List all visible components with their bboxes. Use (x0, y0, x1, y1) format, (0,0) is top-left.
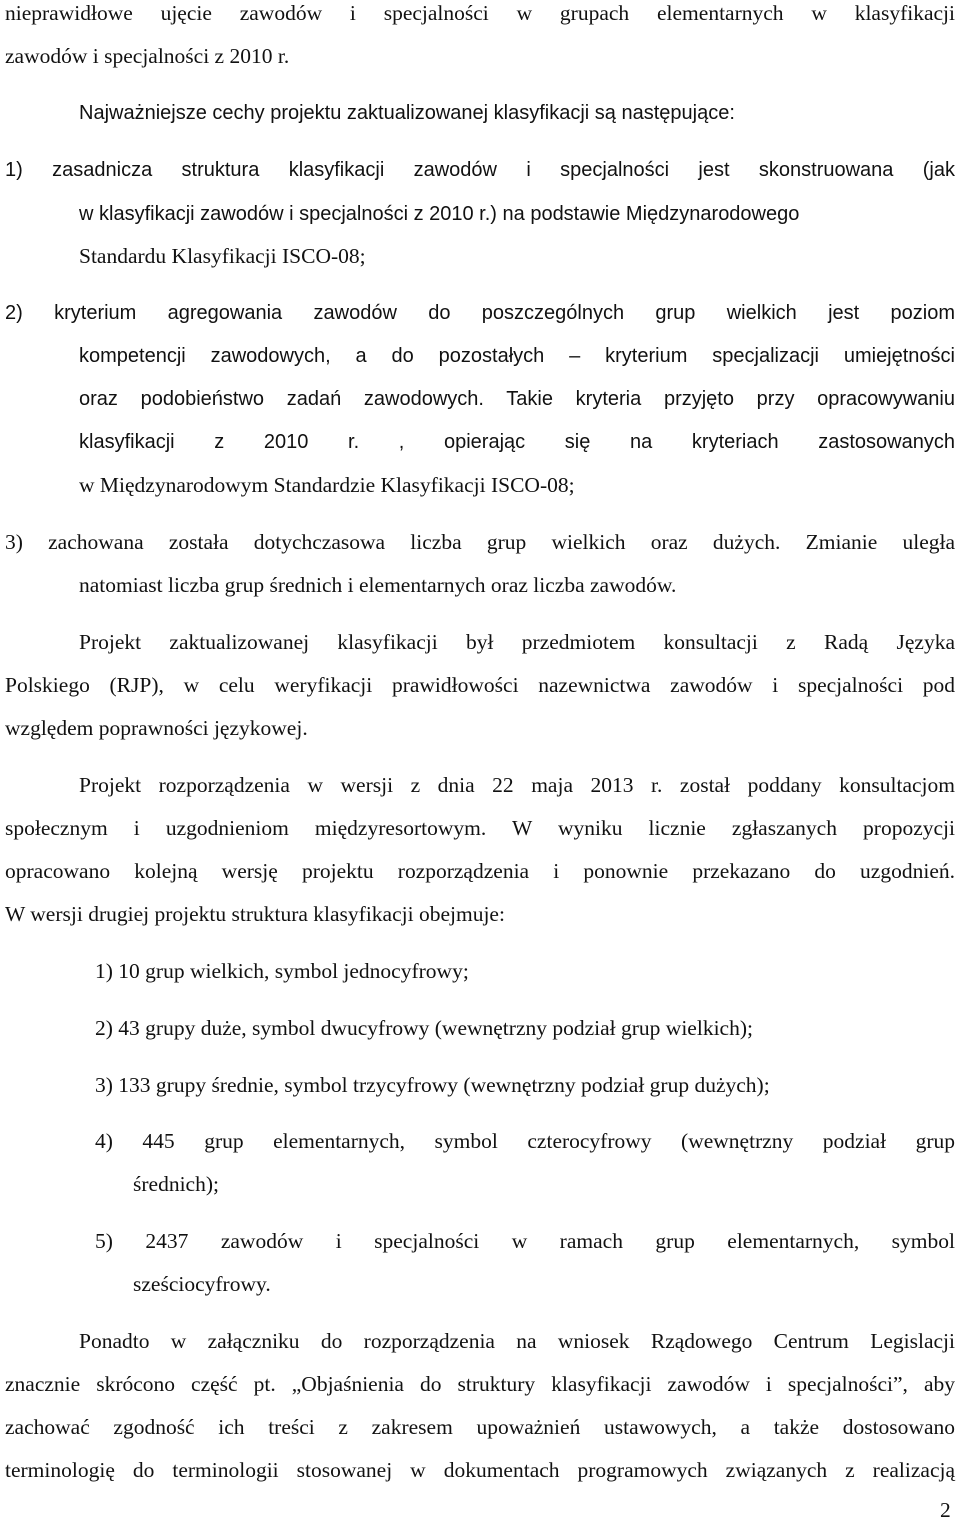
text-span: w klasyfikacji zawodów i specjalności z 2010 r. (79, 203, 491, 225)
text-span: oraz podobieństwo zadań zawodowych. (79, 388, 507, 410)
text-line: względem poprawności językowej. (5, 716, 308, 740)
text-line: Polskiego (RJP), w celu weryfikacji prawidłowości nazewnictwa zawodów i specjalności pod (5, 673, 955, 697)
text-span: Zmianie uległa (805, 530, 955, 554)
list-item: 1) 10 grup wielkich, symbol jednocyfrowy; (95, 959, 469, 983)
text-line: Projekt rozporządzenia w wersji z dnia 22 maja 2013 r. został poddany konsultacjom (79, 773, 955, 797)
text-span: ) na podstawie Międzynarodowego (490, 203, 800, 225)
page-number: 2 (940, 1498, 951, 1522)
list-item: 5) 2437 zawodów i specjalności w ramach grup elementarnych, symbol (95, 1229, 955, 1253)
text-line: terminologię do terminologii stosowanej w dokumentach programowych związanych z realizacją (5, 1458, 955, 1482)
text-line: Najważniejsze cechy projektu zaktualizowanej klasyfikacji są następujące: (79, 102, 735, 124)
text-line: znacznie skrócono część pt. „Objaśnienia do struktury klasyfikacji zawodów i specjalności”, aby (5, 1372, 955, 1396)
text-line (79, 389, 955, 409)
text-line: społecznym i uzgodnieniom międzyresortowym. W wyniku licznie zgłaszanych propozycji (5, 816, 955, 840)
text-line: Projekt zaktualizowanej klasyfikacji był przedmiotem konsultacji z Radą Języka (79, 630, 955, 654)
text-line (79, 432, 955, 452)
list-item-continuation: sześciocyfrowy. (133, 1272, 271, 1296)
text-line: zawodów i specjalności z 2010 r. (5, 44, 290, 68)
text-line: w Międzynarodowym Standardzie Klasyfikacji ISCO-08; (79, 473, 575, 497)
text-span: 3) zachowana została dotychczasowa liczba grup wielkich oraz dużych. (5, 530, 806, 554)
text-span: , opierając się na kryteriach zastosowanych (398, 431, 955, 453)
text-span: Takie kryteria przyjęto przy opracowywaniu (506, 388, 955, 410)
text-span: klasyfikacji z 2010 r. (79, 431, 399, 453)
text-line: zachować zgodność ich treści z zakresem upoważnień ustawowych, a także dostosowano (5, 1415, 955, 1439)
text-line: Standardu Klasyfikacji ISCO-08; (79, 244, 366, 268)
list-item: 3) 133 grupy średnie, symbol trzycyfrowy (wewnętrzny podział grup dużych); (95, 1073, 770, 1097)
text-line: 2) kryterium agregowania zawodów do poszczególnych grup wielkich jest poziom (5, 302, 955, 324)
text-line: 1) zasadnicza struktura klasyfikacji zawodów i specjalności jest skonstruowana (jak (5, 159, 955, 181)
text-line: opracowano kolejną wersję projektu rozporządzenia i ponownie przekazano do uzgodnień. (5, 859, 955, 883)
list-item: 2) 43 grupy duże, symbol dwucyfrowy (wewnętrzny podział grup wielkich); (95, 1016, 753, 1040)
text-line: kompetencji zawodowych, a do pozostałych – kryterium specjalizacji umiejętności (79, 345, 955, 367)
list-item-continuation: średnich); (133, 1172, 219, 1196)
list-item: 4) 445 grup elementarnych, symbol czterocyfrowy (wewnętrzny podział grup (95, 1129, 955, 1153)
text-line: natomiast liczba grup średnich i elementarnych oraz liczba zawodów. (79, 573, 677, 597)
text-line: W wersji drugiej projektu struktura klasyfikacji obejmuje: (5, 902, 505, 926)
text-line-mixed (79, 203, 799, 225)
text-line: Ponadto w załączniku do rozporządzenia na wniosek Rządowego Centrum Legislacji (79, 1329, 955, 1353)
text-line (5, 532, 955, 554)
text-line: nieprawidłowe ujęcie zawodów i specjalności w grupach elementarnych w klasyfikacji (5, 1, 955, 25)
